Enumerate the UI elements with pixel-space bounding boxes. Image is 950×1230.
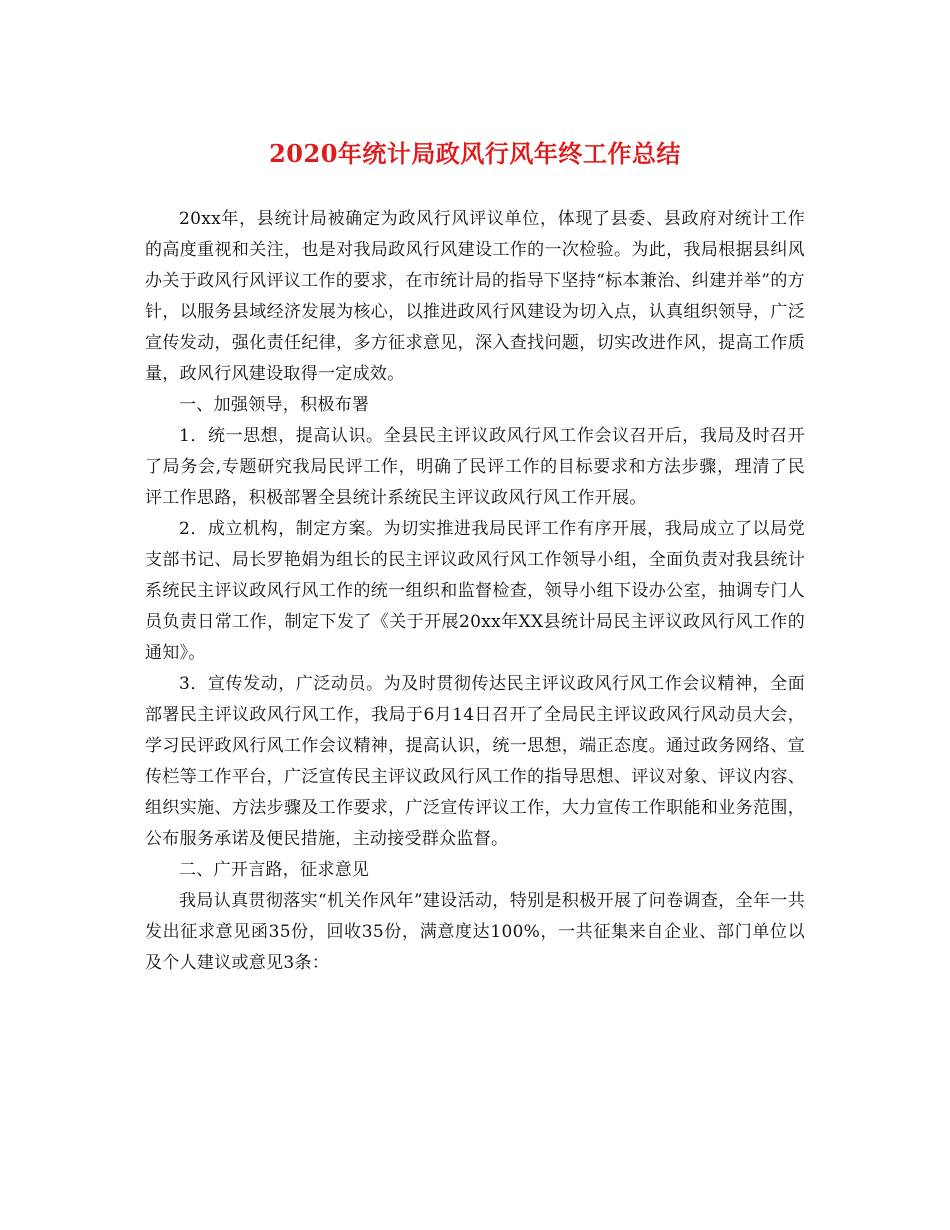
document-title: 2020年统计局政风行风年终工作总结	[269, 139, 681, 168]
item-paragraph-1: 1．统一思想，提高认识。全县民主评议政风行风工作会议召开后，我局及时召开了局务会,专题研究我局民评工作，明确了民评工作的目标要求和方法步骤，理清了民评工作思路，积极部署全县统计系统民主评议政风行风工作开展。	[145, 426, 805, 508]
document-body	[145, 204, 805, 979]
section-heading-1: 一、加强领导，积极布署	[179, 395, 370, 415]
feedback-paragraph: 我局认真贯彻落实“机关作风年”建设活动，特别是积极开展了问卷调查，全年一共发出征求意见函35份，回收35份，满意度达100%，一共征集来自企业、部门单位以及个人建议或意见3条：	[145, 891, 805, 973]
intro-paragraph: 20xx年，县统计局被确定为政风行风评议单位，体现了县委、县政府对统计工作的高度重视和关注，也是对我局政风行风建设工作的一次检验。为此，我局根据县纠风办关于政风行风评议工作的要求，在市统计局的指导下坚持“标本兼治、纠建并举”的方针，以服务县域经济发展为核心，以推进政风行风建设为切入点，认真组织领导，广泛宣传发动，强化责任纪律，多方征求意见，深入查找问题，切实改进作风，提高工作质量，政风行风建设取得一定成效。	[145, 209, 805, 384]
section-heading-2: 二、广开言路，征求意见	[179, 860, 370, 880]
item-paragraph-3: 3．宣传发动，广泛动员。为及时贯彻传达民主评议政风行风工作会议精神，全面部署民主评议政风行风工作，我局于6月14日召开了全局民主评议政风行风动员大会，学习民评政风行风工作会议精神，提高认识，统一思想，端正态度。通过政务网络、宣传栏等工作平台，广泛宣传民主评议政风行风工作的指导思想、评议对象、评议内容、组织实施、方法步骤及工作要求，广泛宣传评议工作，大力宣传工作职能和业务范围，公布服务承诺及便民措施，主动接受群众监督。	[145, 674, 805, 849]
item-paragraph-2: 2．成立机构，制定方案。为切实推进我局民评工作有序开展，我局成立了以局党支部书记、局长罗艳娟为组长的民主评议政风行风工作领导小组，全面负责对我县统计系统民主评议政风行风工作的统一组织和监督检查，领导小组下设办公室，抽调专门人员负责日常工作，制定下发了《关于开展20xx年XX县统计局民主评议政风行风工作的通知》。	[145, 519, 805, 663]
